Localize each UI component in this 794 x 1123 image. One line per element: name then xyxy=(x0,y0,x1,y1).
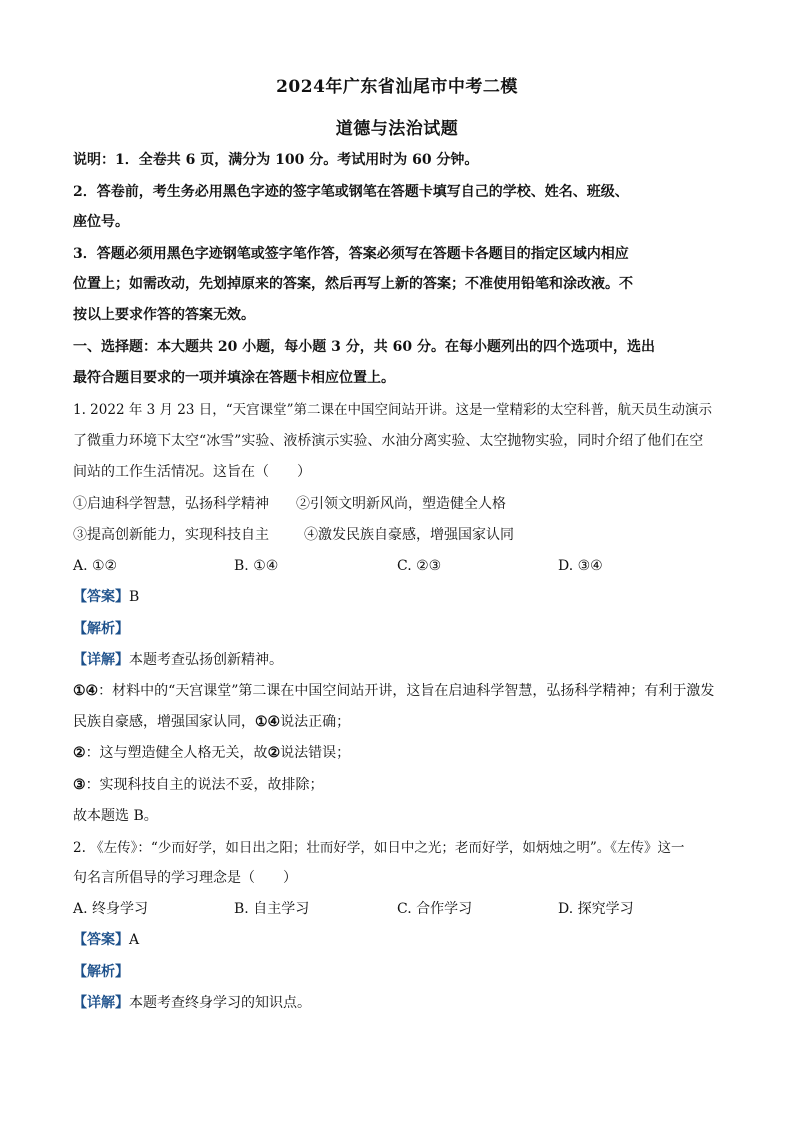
statement-ref: ② xyxy=(267,745,281,761)
q2-stem-line-1: 2. 《左传》：“少而好学，如日出之阳；壮而好学，如日中之光；老而好学，如炳烛之明”。《左传》这一 xyxy=(73,840,685,856)
statement-ref: ①④ xyxy=(255,714,281,730)
section-heading-line-2: 最符合题目要求的一项并填涂在答题卡相应位置上。 xyxy=(73,370,395,386)
section-heading-line-1: 一、选择题：本大题共 20 小题，每小题 3 分，共 60 分。在每小题列出的四个选项中，选出 xyxy=(73,339,655,355)
detail-tag: 【详解】 xyxy=(73,652,129,668)
explanation-text: ：实现科技自主的说法不妥，故排除； xyxy=(85,777,324,793)
q2-detail xyxy=(73,993,723,1013)
q2-answer xyxy=(73,930,723,950)
statement-ref: ② xyxy=(73,745,86,761)
q1-statement-1: ①启迪科学智慧，弘扬科学精神 xyxy=(73,496,269,512)
q1-option-a: A. ①② xyxy=(73,558,118,574)
q1-conclusion: 故本题选 B。 xyxy=(73,808,158,824)
instructions-line-4: 3．答题必须用黑色字迹钢笔或签字笔作答，答案必须写在答题卡各题目的指定区域内相应 xyxy=(73,246,629,262)
q1-stem-line-1: 1. 2022 年 3 月 23 日，“天宫课堂”第二课在中国空间站开讲。这是一堂精彩的太空科普，航天员生动演示 xyxy=(73,402,713,418)
explanation-text: 说法错误； xyxy=(280,745,351,761)
q1-explanation-line-1 xyxy=(73,681,723,701)
answer-value: A xyxy=(129,932,140,948)
q1-detail xyxy=(73,650,723,670)
q1-statement-3: ③提高创新能力，实现科技自主 xyxy=(73,527,269,543)
q1-explanation-line-4 xyxy=(73,775,723,795)
detail-text: 本题考查弘扬创新精神。 xyxy=(129,652,283,668)
detail-text: 本题考查终身学习的知识点。 xyxy=(129,995,311,1011)
q2-option-d: D. 探究学习 xyxy=(558,901,634,917)
detail-tag: 【详解】 xyxy=(73,995,129,1011)
q1-analysis xyxy=(73,619,723,639)
q1-stem-line-2: 了微重力环境下太空“冰雪”实验、液桥演示实验、水油分离实验、太空抛物实验，同时介绍了他们在空 xyxy=(73,433,704,449)
page-subtitle: 道德与法治试题 xyxy=(335,119,459,139)
instructions-line-1: 说明：1．全卷共 6 页，满分为 100 分。考试用时为 60 分钟。 xyxy=(73,152,479,168)
explanation-text: 民族自豪感，增强国家认同， xyxy=(73,714,255,730)
instructions-line-2: 2．答卷前，考生务必用黑色字迹的签字笔或钢笔在答题卡填写自己的学校、姓名、班级、 xyxy=(73,184,629,200)
answer-tag: 【答案】 xyxy=(73,589,129,605)
q2-option-a: A. 终身学习 xyxy=(73,901,149,917)
q1-stem-line-3: 间站的工作生活情况。这旨在（ ） xyxy=(73,464,311,480)
q2-stem-line-2: 句名言所倡导的学习理念是（ ） xyxy=(73,870,297,886)
q2-option-b: B. 自主学习 xyxy=(234,901,310,917)
statement-ref: ①④ xyxy=(73,683,99,699)
explanation-text: ：材料中的“天宫课堂”第二课在中国空间站开讲，这旨在启迪科学智慧，弘扬科学精神；有利于激发 xyxy=(98,683,715,699)
q2-option-c: C. 合作学习 xyxy=(397,901,473,917)
instructions-line-5: 位置上；如需改动，先划掉原来的答案，然后再写上新的答案；不准使用铅笔和涂改液。不 xyxy=(73,276,633,292)
q2-analysis xyxy=(73,962,723,982)
q1-statement-4: ④激发民族自豪感，增强国家认同 xyxy=(304,527,514,543)
analysis-tag: 【解析】 xyxy=(73,621,129,637)
analysis-tag: 【解析】 xyxy=(73,964,129,980)
q1-option-d: D. ③④ xyxy=(558,558,603,574)
instructions-line-3: 座位号。 xyxy=(73,214,129,230)
explanation-text: ：这与塑造健全人格无关，故 xyxy=(85,745,268,761)
statement-ref: ③ xyxy=(73,777,86,793)
answer-tag: 【答案】 xyxy=(73,932,129,948)
answer-value: B xyxy=(129,589,140,605)
explanation-text: 说法正确； xyxy=(280,714,351,730)
q1-explanation-line-2 xyxy=(73,712,723,732)
q1-explanation-line-3 xyxy=(73,743,723,763)
q1-option-b: B. ①④ xyxy=(234,558,279,574)
q1-answer xyxy=(73,587,723,607)
instructions-line-6: 按以上要求作答的答案无效。 xyxy=(73,307,255,323)
q1-option-c: C. ②③ xyxy=(397,558,442,574)
page-title: 2024年广东省汕尾市中考二模 xyxy=(276,77,518,97)
q1-statement-2: ②引领文明新风尚，塑造健全人格 xyxy=(296,496,506,512)
